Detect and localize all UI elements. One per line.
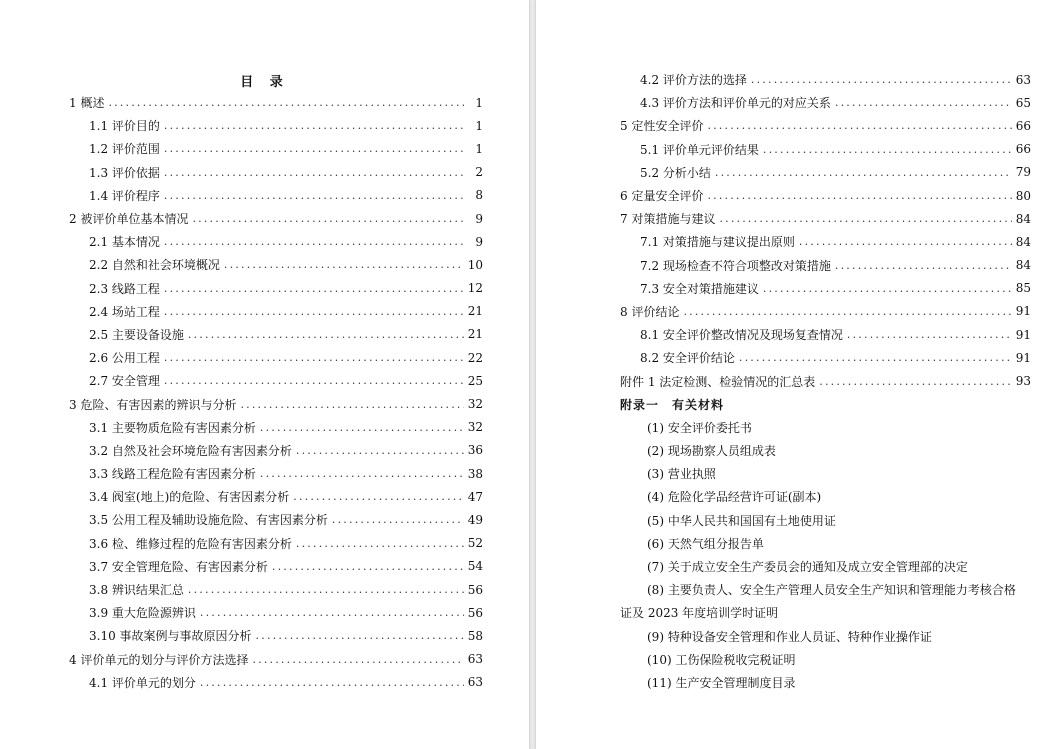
toc-leader-dots (707, 119, 1011, 132)
appendix-material-label: (5) 中华人民共和国国有土地使用证 (647, 513, 836, 528)
appendix-material-label: 证及 2023 年度培训学时证明 (620, 606, 779, 621)
toc-entry[interactable] (0, 161, 529, 184)
toc-entry-page: 32 (467, 420, 483, 435)
toc-entry-label: 2 被评价单位基本情况 (69, 212, 189, 227)
appendix-material-label: (7) 关于成立安全生产委员会的通知及成立安全管理部的决定 (647, 560, 968, 575)
toc-entry-page: 47 (467, 489, 483, 504)
appendix-material-label: (3) 营业执照 (647, 467, 716, 482)
toc-entry-page: 54 (467, 559, 483, 574)
toc-entry-page: 58 (467, 628, 483, 643)
toc-leader-dots (296, 444, 464, 457)
appendix-heading-label: 附录一 有关材料 (620, 397, 725, 412)
appendix-material-item (536, 555, 1064, 578)
toc-entry-label: 4.2 评价方法的选择 (640, 73, 747, 88)
toc-entry[interactable] (536, 161, 1064, 184)
toc-entry-label: 2.3 线路工程 (89, 281, 160, 296)
appendix-material-item (536, 578, 1064, 601)
toc-entry-page: 1 (475, 118, 483, 133)
toc-leader-dots (252, 653, 463, 666)
toc-leader-dots (272, 560, 464, 573)
toc-leader-dots (799, 235, 1012, 248)
toc-entry[interactable] (0, 601, 529, 624)
toc-leader-dots (763, 282, 1012, 295)
appendix-material-label: (10) 工伤保险税收完税证明 (647, 652, 796, 667)
toc-entry[interactable] (0, 114, 529, 137)
toc-entry[interactable] (0, 624, 529, 647)
toc-entry[interactable] (536, 91, 1064, 114)
toc-entry-page: 52 (467, 536, 483, 551)
toc-entry-page: 8 (475, 188, 483, 203)
toc-entry-label: 3.6 检、维修过程的危险有害因素分析 (89, 536, 292, 551)
toc-entry[interactable] (0, 508, 529, 531)
toc-leader-dots (296, 537, 464, 550)
toc-entry[interactable] (0, 207, 529, 230)
toc-entry-page: 1 (475, 141, 483, 156)
toc-leader-dots (835, 96, 1012, 109)
toc-title: 目 录 (240, 75, 289, 90)
appendix-material-item (536, 671, 1064, 694)
toc-entry[interactable] (0, 555, 529, 578)
toc-entry-label: 1.3 评价依据 (89, 165, 160, 180)
toc-entry-label: 5 定性安全评价 (620, 119, 704, 134)
toc-entry-page: 10 (467, 257, 483, 272)
appendix-material-item (536, 601, 1064, 624)
toc-entry-label: 2.7 安全管理 (89, 374, 160, 389)
toc-leader-dots (739, 351, 1012, 364)
toc-leader-dots (164, 189, 467, 202)
appendix-material-item (536, 625, 1064, 648)
toc-entry-label: 1.2 评价范围 (89, 142, 160, 157)
toc-entry-page: 65 (1015, 95, 1031, 110)
toc-entry[interactable] (0, 439, 529, 462)
toc-leader-dots (819, 375, 1011, 388)
toc-leader-dots (164, 166, 467, 179)
toc-leader-dots (164, 282, 464, 295)
toc-entry[interactable] (536, 300, 1064, 323)
toc-entry-page: 84 (1015, 211, 1031, 226)
toc-entry-label: 3.1 主要物质危险有害因素分析 (89, 420, 256, 435)
toc-entry-page: 9 (475, 234, 483, 249)
toc-leader-dots (164, 142, 467, 155)
toc-entry[interactable] (536, 323, 1064, 346)
toc-entry-label: 2.2 自然和社会环境概况 (89, 258, 220, 273)
toc-entry-label: 3.5 公用工程及辅助设施危险、有害因素分析 (89, 513, 328, 528)
toc-entry-label: 1.4 评价程序 (89, 188, 160, 203)
toc-leader-dots (224, 258, 464, 271)
appendix-material-label: (11) 生产安全管理制度目录 (647, 675, 796, 690)
toc-entry[interactable] (536, 138, 1064, 161)
toc-entry[interactable] (536, 277, 1064, 300)
toc-entry[interactable] (0, 369, 529, 392)
toc-entry-page: 56 (467, 582, 483, 597)
toc-leader-dots (240, 398, 463, 411)
toc-entry-page: 80 (1015, 188, 1031, 203)
toc-entry-page: 49 (467, 512, 483, 527)
toc-entry-label: 7.3 安全对策措施建议 (640, 281, 759, 296)
toc-entry-page: 2 (475, 165, 483, 180)
toc-leader-dots (200, 676, 464, 689)
toc-leader-dots (164, 374, 464, 387)
toc-entry-label: 8.1 安全评价整改情况及现场复查情况 (640, 328, 843, 343)
toc-leader-dots (164, 235, 467, 248)
toc-entry-page: 93 (1015, 374, 1031, 389)
toc-entry[interactable] (536, 114, 1064, 137)
toc-entry-label: 2.4 场站工程 (89, 304, 160, 319)
toc-entry[interactable] (0, 532, 529, 555)
toc-entry-label: 7.1 对策措施与建议提出原则 (640, 235, 795, 250)
toc-leader-dots (715, 166, 1012, 179)
toc-entry-page: 66 (1015, 142, 1031, 157)
toc-entry[interactable] (0, 91, 529, 114)
toc-leader-dots (256, 629, 464, 642)
toc-entry[interactable] (0, 416, 529, 439)
toc-leader-dots (683, 305, 1011, 318)
toc-entry-label: 附件 1 法定检测、检验情况的汇总表 (620, 374, 816, 389)
toc-entry-page: 91 (1015, 327, 1031, 342)
toc-entry-page: 9 (475, 211, 483, 226)
appendix-material-label: (8) 主要负责人、安全生产管理人员安全生产知识和管理能力考核合格 (647, 583, 1016, 598)
toc-entry-page: 66 (1015, 118, 1031, 133)
toc-entry-page: 85 (1015, 281, 1031, 296)
toc-entry-label: 5.2 分析小结 (640, 165, 711, 180)
toc-entry[interactable] (0, 230, 529, 253)
toc-leader-dots (763, 143, 1012, 156)
toc-leader-dots (108, 96, 467, 109)
toc-entry-label: 7.2 现场检查不符合项整改对策措施 (640, 258, 831, 273)
toc-entry[interactable] (0, 323, 529, 346)
toc-entry-page: 22 (467, 350, 483, 365)
toc-entry-label: 3.3 线路工程危险有害因素分析 (89, 467, 256, 482)
toc-entry[interactable] (536, 346, 1064, 369)
toc-leader-dots (719, 212, 1011, 225)
toc-entry-page: 1 (475, 95, 483, 110)
appendix-material-item (536, 439, 1064, 462)
document-page-right (536, 0, 1064, 749)
toc-entry[interactable] (536, 254, 1064, 277)
toc-list-left (0, 91, 529, 694)
toc-entry-page: 38 (467, 466, 483, 481)
toc-entry[interactable] (0, 253, 529, 276)
toc-entry-label: 3.9 重大危险源辨识 (89, 606, 196, 621)
appendix-material-label: (4) 危险化学品经营许可证(副本) (647, 490, 822, 505)
appendix-material-label: (1) 安全评价委托书 (647, 420, 752, 435)
toc-entry-label: 6 定量安全评价 (620, 189, 704, 204)
toc-leader-dots (260, 421, 464, 434)
toc-entry-label: 1.1 评价目的 (89, 119, 160, 134)
appendix-material-label: (9) 特种设备安全管理和作业人员证、特种作业操作证 (647, 629, 932, 644)
toc-entry-label: 7 对策措施与建议 (620, 212, 716, 227)
toc-entry-label: 2.5 主要设备设施 (89, 327, 184, 342)
toc-entry[interactable] (536, 207, 1064, 230)
toc-leader-dots (847, 328, 1012, 341)
toc-entry-label: 3 危险、有害因素的辨识与分析 (69, 397, 237, 412)
toc-entry-page: 56 (467, 605, 483, 620)
toc-entry-page: 63 (1015, 72, 1031, 87)
toc-entry-label: 3.7 安全管理危险、有害因素分析 (89, 559, 268, 574)
toc-leader-dots (835, 259, 1012, 272)
toc-leader-dots (188, 328, 464, 341)
appendix-material-item (536, 485, 1064, 508)
toc-entry[interactable] (0, 346, 529, 369)
toc-entry-label: 3.8 辨识结果汇总 (89, 583, 184, 598)
toc-entry-label: 2.6 公用工程 (89, 351, 160, 366)
toc-entry[interactable] (0, 648, 529, 671)
toc-leader-dots (192, 212, 467, 225)
toc-entry[interactable] (536, 369, 1064, 392)
document-page-left (0, 0, 529, 749)
toc-leader-dots (200, 606, 464, 619)
toc-entry[interactable] (0, 277, 529, 300)
toc-entry-page: 91 (1015, 350, 1031, 365)
toc-entry-label: 8 评价结论 (620, 304, 680, 319)
toc-entry[interactable] (0, 485, 529, 508)
toc-entry-page: 91 (1015, 304, 1031, 319)
toc-entry-label: 1 概述 (69, 96, 105, 111)
toc-entry[interactable] (0, 184, 529, 207)
appendix-material-label: (2) 现场勘察人员组成表 (647, 444, 776, 459)
toc-list-right (536, 68, 1064, 694)
toc-entry-page: 21 (467, 327, 483, 342)
toc-leader-dots (164, 305, 464, 318)
appendix-material-item (536, 509, 1064, 532)
toc-leader-dots (293, 490, 463, 503)
toc-entry[interactable] (0, 137, 529, 160)
toc-entry[interactable] (0, 671, 529, 694)
toc-entry[interactable] (536, 230, 1064, 253)
appendix-material-item (536, 648, 1064, 671)
appendix-material-item (536, 462, 1064, 485)
toc-entry[interactable] (536, 184, 1064, 207)
toc-leader-dots (707, 189, 1011, 202)
toc-entry-page: 21 (467, 304, 483, 319)
toc-entry-page: 32 (467, 397, 483, 412)
toc-entry-page: 84 (1015, 258, 1031, 273)
toc-entry-label: 4.3 评价方法和评价单元的对应关系 (640, 96, 831, 111)
toc-leader-dots (164, 351, 464, 364)
toc-entry-page: 63 (467, 675, 483, 690)
toc-entry-page: 36 (467, 443, 483, 458)
appendix-material-label: (6) 天然气组分报告单 (647, 536, 764, 551)
toc-entry[interactable] (0, 300, 529, 323)
appendix-material-item (536, 532, 1064, 555)
toc-entry[interactable] (0, 578, 529, 601)
toc-entry-label: 4.1 评价单元的划分 (89, 675, 196, 690)
toc-entry-label: 3.4 阀室(地上)的危险、有害因素分析 (89, 490, 290, 505)
toc-entry-label: 2.1 基本情况 (89, 235, 160, 250)
toc-entry-page: 63 (467, 652, 483, 667)
toc-entry[interactable] (0, 392, 529, 415)
toc-leader-dots (260, 467, 464, 480)
toc-entry-page: 79 (1015, 165, 1031, 180)
toc-entry-page: 25 (467, 373, 483, 388)
toc-entry-label: 5.1 评价单元评价结果 (640, 142, 759, 157)
toc-leader-dots (188, 583, 464, 596)
toc-entry[interactable] (536, 68, 1064, 91)
toc-entry-label: 8.2 安全评价结论 (640, 351, 735, 366)
toc-entry-label: 4 评价单元的划分与评价方法选择 (69, 652, 249, 667)
toc-leader-dots (332, 513, 464, 526)
toc-entry-label: 3.10 事故案例与事故原因分析 (89, 629, 252, 644)
appendix-heading (536, 393, 1064, 416)
toc-leader-dots (164, 119, 467, 132)
toc-entry-page: 12 (467, 281, 483, 296)
toc-entry[interactable] (0, 462, 529, 485)
toc-entry-label: 3.2 自然及社会环境危险有害因素分析 (89, 443, 292, 458)
toc-entry-page: 84 (1015, 234, 1031, 249)
toc-leader-dots (751, 73, 1012, 86)
appendix-material-item (536, 416, 1064, 439)
